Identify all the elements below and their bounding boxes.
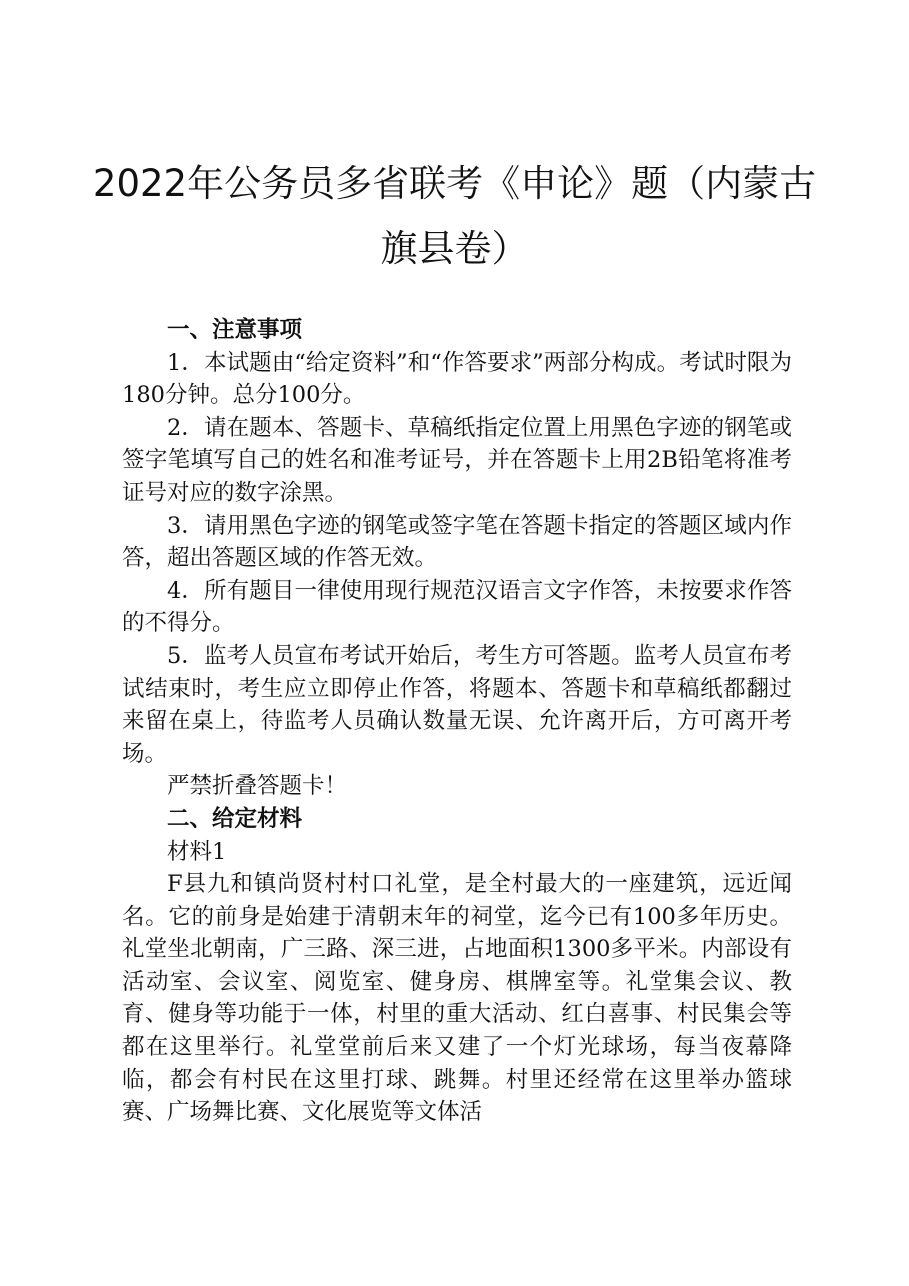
notice-heading: 一、注意事项 [167, 317, 303, 343]
warning-text: 严禁折叠答题卡！ [167, 773, 348, 800]
material-1-label: 材料1 [167, 838, 227, 865]
notice-item-1: 1．本试题由“给定资料”和“作答要求”两部分构成。考试时限为180分钟。总分100分。 [122, 349, 792, 409]
document-title-line-2: 旗县卷） [380, 227, 529, 270]
document-title-line-1: 2022年公务员多省联考《申论》题（内蒙古 [92, 162, 817, 205]
document-body [122, 314, 792, 1129]
notice-item-3: 3．请用黑色字迹的钢笔或签字笔在答题卡指定的答题区域内作答，超出答题区域的作答无效。 [122, 512, 792, 572]
materials-heading: 二、给定材料 [167, 805, 303, 832]
notice-item-5: 5．监考人员宣布考试开始后，考生方可答题。监考人员宣布考试结束时，考生应立即停止作答，将题本、答题卡和草稿纸都翻过来留在桌上，待监考人员确认数量无误、允许离开后，方可离开考场。 [122, 642, 792, 767]
notice-item-2: 2．请在题本、答题卡、草稿纸指定位置上用黑色字迹的钢笔或签字笔填写自己的姓名和准考证号，并在答题卡上用2B铅笔将准考证号对应的数字涂黑。 [122, 414, 792, 506]
notice-item-4: 4．所有题目一律使用现行规范汉语言文字作答，未按要求作答的不得分。 [122, 577, 792, 637]
material-1-text: F县九和镇尚贤村村口礼堂，是全村最大的一座建筑，远近闻名。它的前身是始建于清朝末年的祠堂，迄今已有100多年历史。礼堂坐北朝南，广三路、深三进，占地面积1300多平米。内部设有活动室、会议室、阅览室、健身房、棋牌室等。礼堂集会议、教育、健身等功能于一体，村里的重大活动、红白喜事、村民集会等都在这里举行。礼堂堂前后来又建了一个灯光球场，每当夜幕降临，都会有村民在这里打球、跳舞。村里还经常在这里举办篮球赛、广场舞比赛、文化展览等文体活 [122, 871, 792, 1126]
